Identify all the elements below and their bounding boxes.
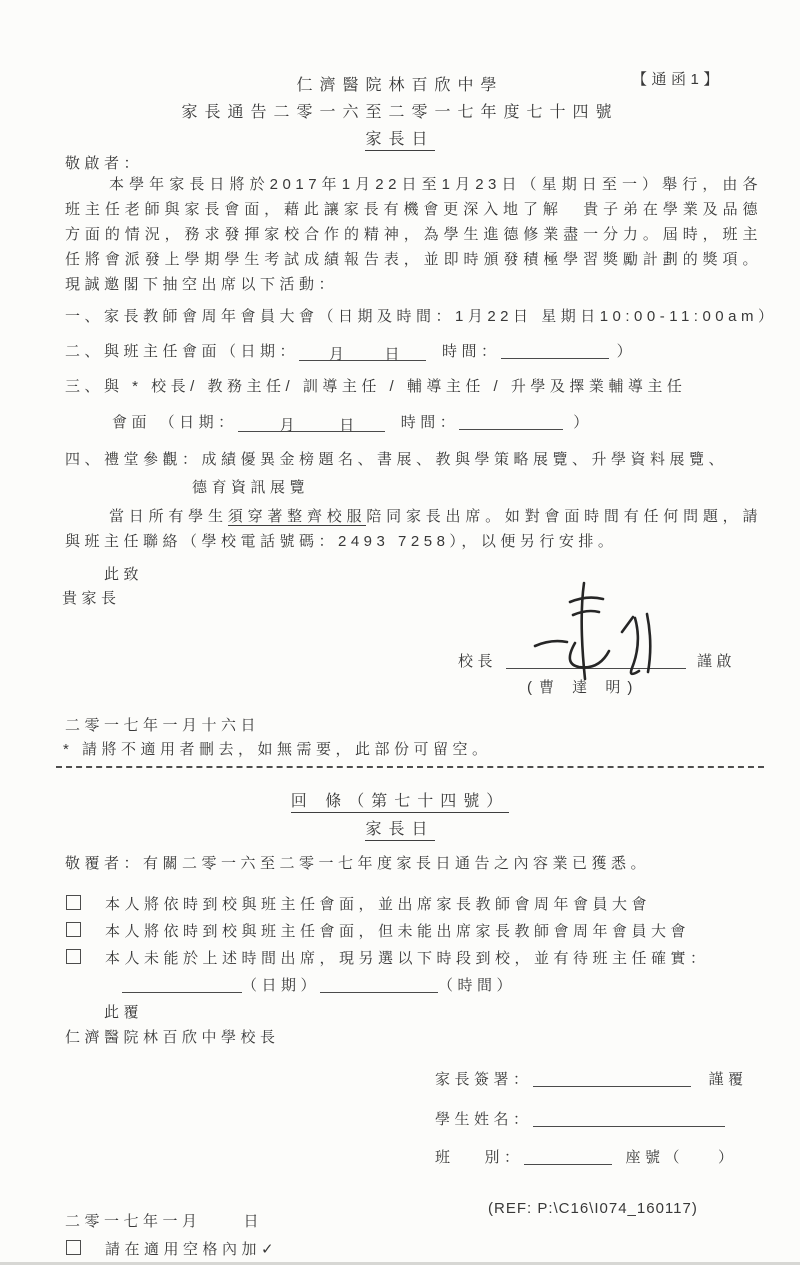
notice-number-line: 家長通告二零一六至二零一七年度七十四號: [181, 104, 619, 121]
day-char: 日: [339, 417, 359, 434]
parent-signature-row: [435, 1068, 748, 1089]
intro-paragraph: [65, 172, 762, 297]
item-4-line1: 四、禮堂參觀：成績優異金榜題名、書展、教與學策略展覽、升學資料展覽、: [65, 451, 729, 468]
checkbox: [66, 949, 81, 964]
notice-title: 家長日: [0, 126, 800, 149]
class-label: 班: [435, 1149, 455, 1166]
item-2-time-blank: [501, 341, 609, 359]
reply-date-blank: [122, 975, 242, 993]
reply-date-prefix: 二零一七年一月: [65, 1213, 202, 1230]
reply-option-2-label: 本人將依時到校與班主任會面，但未能出席家長教師會周年會員大會: [105, 923, 691, 940]
principal-sign-off: 謹啟: [697, 653, 737, 670]
reply-option-3: [66, 947, 710, 968]
honorific-gap: [563, 213, 583, 214]
reply-date-suffix: 日: [243, 1213, 264, 1230]
student-name-blank: [533, 1109, 725, 1127]
reply-subtitle-wrap: [0, 816, 800, 839]
parent-signature-blank: [533, 1069, 691, 1087]
reply-title-wrap: [0, 788, 800, 811]
principal-name: (曹 達 明): [527, 679, 640, 696]
day-char: 日: [384, 346, 405, 363]
intro-text-pre: 本學年家長日將於2017年1月22日至1月23日（星期日至一）舉行，由各班主任老師與家長會面，藉此讓家長有機會更深入地了解: [65, 176, 762, 218]
reply-time-blank: [320, 975, 438, 993]
parent-sign-off: 謹覆: [708, 1071, 748, 1088]
item-2-close: ）: [616, 343, 637, 360]
intro-text-post: 貴子弟在學業及品德方面的情況，務求發揮家校合作的精神，為學生進德修業盡一分力。屆時，班主任將會派發上學期學生考試成績報告表，並即時頒發積極學習獎勵計劃的獎項。現誠邀閣下抽空出席以下活動：: [65, 201, 762, 293]
checkbox: [66, 895, 81, 910]
reply-option-1: [66, 893, 651, 914]
check-instruction-row: [66, 1238, 278, 1259]
circular-tag: 【通函1】: [632, 71, 723, 88]
student-name-row: [435, 1108, 725, 1129]
reply-title: 回 條（第七十四號）: [291, 793, 509, 813]
reply-date-time-row: [122, 974, 516, 995]
item-3-line1: 三、與 * 校長/ 教務主任/ 訓導主任 / 輔導主任 / 升學及擇業輔導主任: [65, 378, 687, 395]
parent-sign-label: 家長簽署：: [435, 1071, 533, 1088]
reply-date-row: [65, 1210, 263, 1231]
reply-time-label: （時間）: [438, 977, 517, 994]
item-1: 一、家長教師會周年會員大會（日期及時間：1月22日 星期日10:00-11:00am）: [65, 308, 778, 325]
item-3-close: ）: [573, 414, 593, 431]
month-char: 月: [329, 346, 349, 363]
seat-label: 座號（: [625, 1149, 685, 1166]
checkbox: [66, 1240, 81, 1255]
class-label-2: 別：: [484, 1149, 524, 1166]
zhici: 此致: [104, 566, 144, 583]
class-seat-row: [435, 1146, 738, 1167]
reply-option-3-label: 本人未能於上述時間出席，現另選以下時段到校，並有待班主任確實：: [105, 950, 710, 967]
student-name-label: 學生姓名：: [435, 1111, 533, 1128]
check-instruction-label: 請在適用空格內加✓: [105, 1241, 279, 1258]
reply-addressee: 仁濟醫院林百欣中學校長: [65, 1029, 280, 1046]
cifu: 此覆: [104, 1004, 144, 1021]
recipient: 貴家長: [62, 590, 121, 607]
item-3-date-blank: [238, 414, 385, 432]
checkbox: [66, 922, 81, 937]
reply-greeting: 敬覆者：有關二零一六至二零一七年度家長日通告之內容業已獲悉。: [65, 855, 651, 872]
issue-date: 二零一七年一月十六日: [65, 717, 261, 734]
month-char: 月: [279, 417, 300, 434]
principal-signature-scribble: [527, 580, 672, 682]
class-blank: [524, 1147, 612, 1165]
tear-off-divider: [56, 766, 764, 768]
item-3-prefix: 會面 （日期：: [112, 414, 238, 431]
school-name: 仁濟醫院林百欣中學: [296, 77, 504, 94]
note-underlined: 須穿著整齊校服: [227, 508, 367, 525]
item-2-prefix: 二、與班主任會面（日期：: [65, 343, 300, 360]
item-3-line2: [112, 411, 593, 432]
salutation: 敬啟者：: [65, 155, 144, 172]
principal-label: 校長: [458, 653, 498, 670]
item-2: [65, 340, 636, 361]
uniform-note: [65, 504, 762, 554]
item-2-time-label: 時間：: [442, 343, 501, 360]
footnote: * 請將不適用者刪去，如無需要，此部份可留空。: [63, 741, 492, 758]
note-post: 陪同家長出席。如對會面時間有任何問題，請與班主任聯絡（學校電話號碼：2493 7258），以便另行安排。: [65, 508, 762, 550]
seat-close: ）: [718, 1149, 738, 1166]
ref-code: (REF: P:\C16\I074_160117): [488, 1200, 698, 1217]
reply-date-label: （日期）: [242, 977, 321, 994]
item-3-time-blank: [459, 412, 563, 430]
item-3-time-label: 時間：: [400, 414, 460, 431]
reply-subtitle: 家長日: [365, 821, 434, 841]
item-4-line2: 德育資訊展覽: [192, 479, 310, 496]
reply-option-2: [66, 920, 690, 941]
note-pre: 當日所有學生: [109, 508, 228, 525]
item-2-date-blank: [299, 343, 426, 361]
reply-option-1-label: 本人將依時到校與班主任會面，並出席家長教師會周年會員大會: [105, 896, 652, 913]
